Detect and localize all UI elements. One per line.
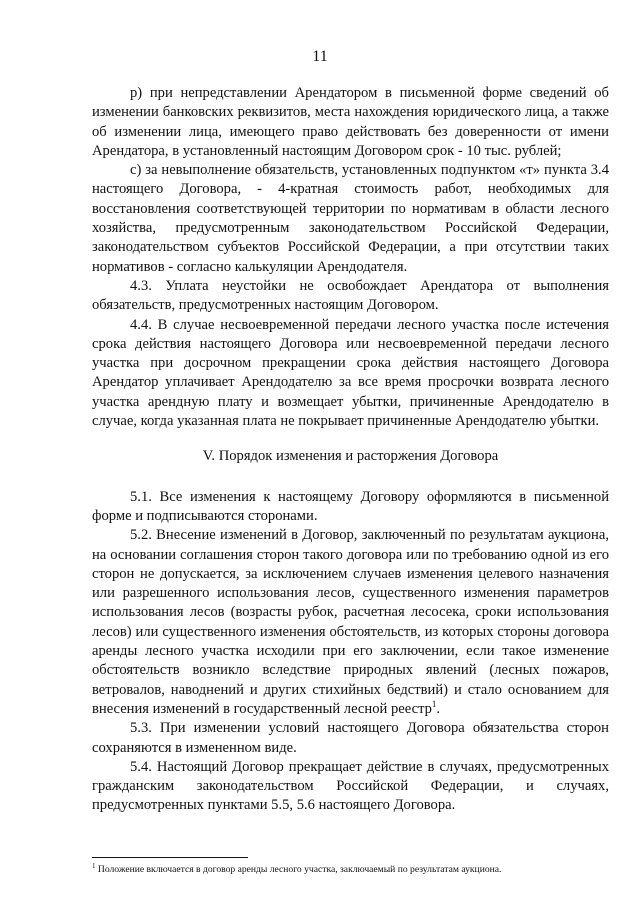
footnote-mark: 1 — [92, 861, 96, 870]
paragraph-s: с) за невыполнение обязательств, установленных подпунктом «т» пункта 3.4 настоящего Договора, - 4-кратная стоимость работ, необходимых для восстановления соответствующей территории по нормативам в области лесного хозяйства, предусмотренным законодательством Российской Федерации, законодательством субъектов Российской Федерации, а при отсутствии таких нормативов - согласно калькуляции Арендодателя. — [92, 162, 609, 275]
paragraph-4-3: 4.3. Уплата неустойки не освобождает Арендатора от выполнения обязательств, предусмотренных настоящим Договором. — [92, 277, 609, 314]
document-body — [92, 84, 609, 816]
paragraph-5-2 — [92, 526, 609, 719]
paragraph-5-3: 5.3. При изменении условий настоящего Договора обязательства сторон сохраняются в измененном виде. — [92, 720, 609, 756]
footnote — [92, 861, 612, 876]
footnote-separator — [92, 857, 248, 858]
footnote-reference: 1 — [431, 699, 437, 710]
paragraph-r: р) при непредставлении Арендатором в письменной форме сведений об изменении банковских реквизитов, места нахождения юридического лица, а также об изменении лица, имеющего право действовать без доверенности от имени Арендатора, в установленный настоящим Договором срок - 10 тыс. рублей; — [92, 85, 609, 159]
paragraph-5-2-end: . — [436, 700, 441, 717]
footnote-text: Положение включается в договор аренды лесного участка, заключаемый по результатам аукциона. — [95, 864, 502, 875]
section-heading: V. Порядок изменения и расторжения Договора — [202, 448, 499, 465]
paragraph-5-2-text: 5.2. Внесение изменений в Договор, заключенный по результатам аукциона, на основании соглашения сторон такого договора или по требованию одной из его сторон не допускается, за исключением случаев изменения целевого назначения или разрешенного использования лесов, существенного изменения параметров использования лесов (возрасты рубок, расчетная лесосека, сроки использования лесов) или существенного изменения обстоятельств, из которых стороны договора аренды лесного участка исходили при его заключении, если такое изменение обстоятельств возникло вследствие природных явлений (лесных пожаров, ветровалов, наводнений и других стихийных бедствий) и стало основанием для внесения изменений в государственный лесной реестр — [92, 527, 609, 717]
paragraph-5-4: 5.4. Настоящий Договор прекращает действие в случаях, предусмотренных гражданским законодательством Российской Федерации, и случаях, предусмотренных пунктами 5.5, 5.6 настоящего Договора. — [92, 758, 609, 814]
paragraph-4-4: 4.4. В случае несвоевременной передачи лесного участка после истечения срока действия настоящего Договора или несвоевременной передачи лесного участка при досрочном прекращении срока действия настоящего Договора Арендатор уплачивает Арендодателю за все время просрочки возврата лесного участка арендную плату и возмещает убытки, причиненные Арендодателю в случае, когда указанная плата не покрывает причиненные Арендодателю убытки. — [92, 316, 609, 430]
page-number: 11 — [312, 48, 328, 65]
paragraph-5-1: 5.1. Все изменения к настоящему Договору оформляются в письменной форме и подписываются сторонами. — [92, 488, 609, 524]
